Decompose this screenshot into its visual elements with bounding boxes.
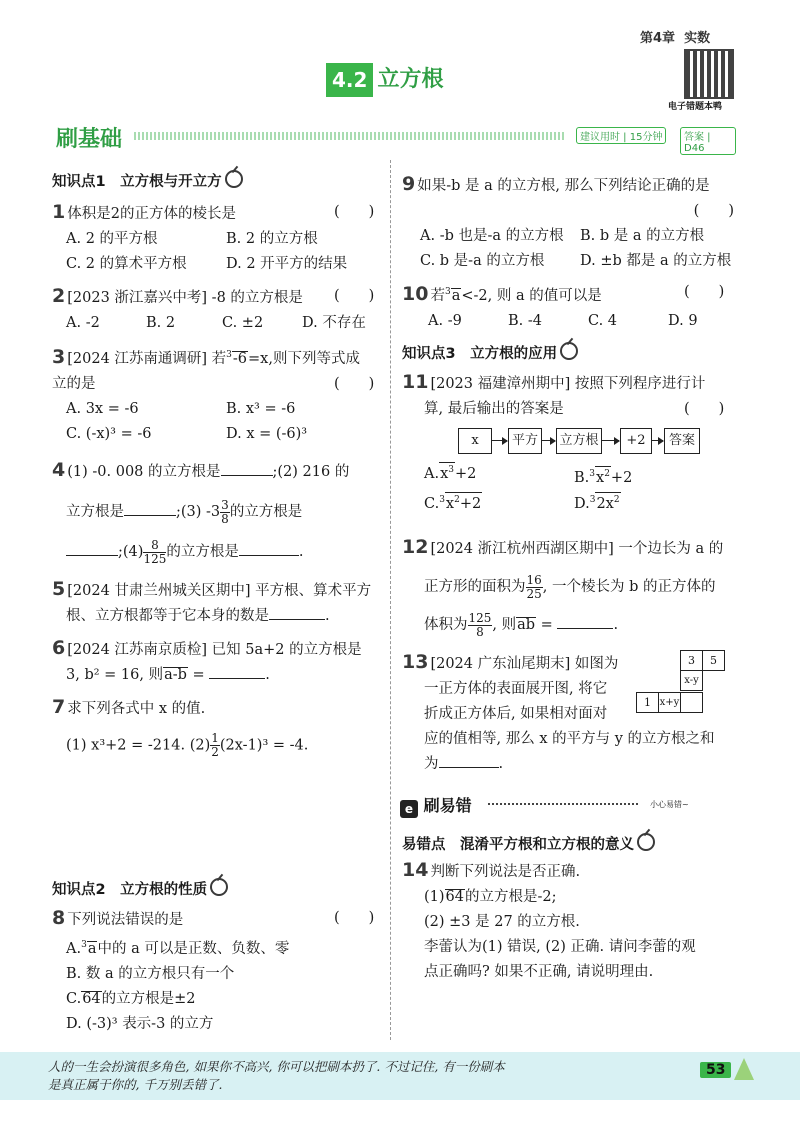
knowledge-point-3: 知识点3 立方根的应用 [402, 342, 578, 363]
banner-dotted-rule [134, 132, 564, 140]
question-2: 2 [2023 浙江嘉兴中考] -8 的立方根是 ( ) A. -2 B. 2 C. ±2 D. 不存在 [52, 285, 375, 331]
section-name: 立方根 [377, 67, 444, 92]
question-12: 12 [2024 浙江杭州西湖区期中] 一个边长为 a 的 正方形的面积为 $\frac{16}{25}$ , 一个棱长为 b 的正方体的 体积为 $\frac{125}{8}$ , 则ab = . [402, 536, 724, 639]
target-icon [637, 833, 655, 851]
cube-net-diagram [630, 650, 730, 718]
chapter-title: 实数 [684, 31, 711, 46]
section-title [326, 63, 443, 97]
flow-box-cuberoot: 立方根 [556, 428, 602, 454]
section-number: 4.2 [326, 63, 373, 97]
question-11: 11 [2023 福建漳州期中] 按照下列程序进行计 算, 最后输出的答案是 ( ) x 平方 立方根 +2 答案 $A.x^3+2$ $B.^3x^2+2$ $C.^3x^2+2$ $D.^32x^2$ [402, 370, 742, 520]
footer-line-2: 是真正属于你的, 千万别丢错了. [48, 1077, 223, 1092]
flow-arrow [491, 440, 507, 441]
time-label: 建议用时 [580, 132, 620, 143]
question-10: 10 若$^3$a<-2, 则 a 的值可以是 ( ) A. -9 B. -4 C. 4 D. 9 [402, 282, 725, 329]
flow-arrow [541, 440, 555, 441]
time-value: 15分钟 [629, 132, 663, 143]
flowchart [402, 428, 742, 456]
page-number: 53 [700, 1062, 731, 1078]
knowledge-point-2: 知识点2 立方根的性质 [52, 878, 228, 899]
question-8: 8 下列说法错误的是 ( ) A.$^3$a中的 a 可以是正数、负数、零 B. 数 a 的立方根只有一个 C.64的立方根是±2 D. (-3)³ 表示-3 的立方 [52, 907, 375, 1032]
chapter-label [640, 27, 710, 46]
answer-page: D46 [684, 143, 705, 154]
net-cell-3: 3 [680, 650, 703, 671]
target-icon [210, 878, 228, 896]
flow-box-x: x [458, 428, 492, 454]
question-9: 9 如果-b 是 a 的立方根, 那么下列结论正确的是 ( ) A. -b 也是-a 的立方根 B. b 是 a 的立方根 C. b 是-a 的立方根 D. ±b 都是 a 的立方根 [402, 173, 734, 269]
banner-title: 刷基础 [56, 127, 123, 152]
error-point: 易错点 混淆平方根和立方根的意义 [402, 833, 655, 854]
net-cell-x-plus-y: x+y [658, 692, 681, 713]
answer-badge: 答案 | D46 [680, 127, 736, 155]
error-icon: e [400, 800, 418, 818]
flow-box-square: 平方 [508, 428, 542, 454]
question-1: 1 体积是2的正方体的棱长是 ( ) A. 2 的平方根 B. 2 的立方根 C. 2 的算术平方根 D. 2 开平方的结果 [52, 201, 375, 272]
footer-tree-icon [734, 1058, 754, 1080]
flow-box-answer: 答案 [664, 428, 700, 454]
error-banner-title: e 刷易错 [400, 793, 472, 818]
error-hint: 小心易错~ [650, 800, 689, 809]
chapter-number: 第4章 [640, 31, 676, 46]
question-3: 3 [2024 江苏南通调研] 若$^3$-6=x,则下列等式成 立的是 ( ) A. 3x = -6 B. x³ = -6 C. (-x)³ = -6 D. x = (-6)³ [52, 345, 375, 442]
question-5: 5 [2024 甘肃兰州城关区期中] 平方根、算术平方 根、立方根都等于它本身的数是 . [52, 578, 372, 624]
net-cell-blank [680, 692, 703, 713]
knowledge-point-1: 知识点1 立方根与开立方 [52, 170, 243, 191]
flow-arrow [601, 440, 619, 441]
question-14: 14 判断下列说法是否正确. (1)64的立方根是-2; (2) ±3 是 27 的立方根. 李蕾认为(1) 错误, (2) 正确. 请问李蕾的观 点正确吗? 如果不正确, 请说明理由. [402, 859, 696, 980]
footer-line-1: 人的一生会扮演很多角色, 如果你不高兴, 你可以把刷本扔了. 不过记住, 有一份刷本 [48, 1059, 505, 1074]
question-13: 13 [2024 广东汕尾期末] 如图为 一正方体的表面展开图, 将它 折成正方体后, 如果相对面对 应的值相等, 那么 x 的平方与 y 的立方根之和 为 . [402, 651, 715, 772]
answer-label: 答案 [684, 132, 704, 143]
net-cell-x-minus-y: x-y [680, 670, 703, 691]
column-divider [390, 160, 391, 1040]
qr-label: 电子错题本鸭 [668, 102, 723, 112]
error-banner [400, 793, 730, 819]
flow-box-plus2: +2 [620, 428, 652, 454]
question-7: 7 求下列各式中 x 的值. (1) x³+2 = -214. (2) $\frac{1}{2}$ (2x-1)³ = -4. [52, 696, 309, 759]
question-4: 4 (1) -0. 008 的立方根是 ;(2) 216 的 立方根是 ;(3) -3 $\frac{3}{8}$ 的立方根是 ;(4) $\frac{8}{125}$ 的立方根是 . [52, 459, 350, 566]
suggested-time-badge: 建议用时 | 15分钟 [576, 127, 666, 144]
flow-arrow [651, 440, 663, 441]
net-cell-5: 5 [702, 650, 725, 671]
qr-code-icon[interactable] [684, 49, 734, 99]
basic-banner [56, 122, 736, 152]
target-icon [225, 170, 243, 188]
target-icon [560, 342, 578, 360]
error-dotted-line [488, 803, 638, 805]
net-cell-1: 1 [636, 692, 659, 713]
question-6: 6 [2024 江苏南京质检] 已知 5a+2 的立方根是 3, b² = 16, 则a-b = . [52, 637, 362, 683]
footer-motto [48, 1058, 708, 1094]
